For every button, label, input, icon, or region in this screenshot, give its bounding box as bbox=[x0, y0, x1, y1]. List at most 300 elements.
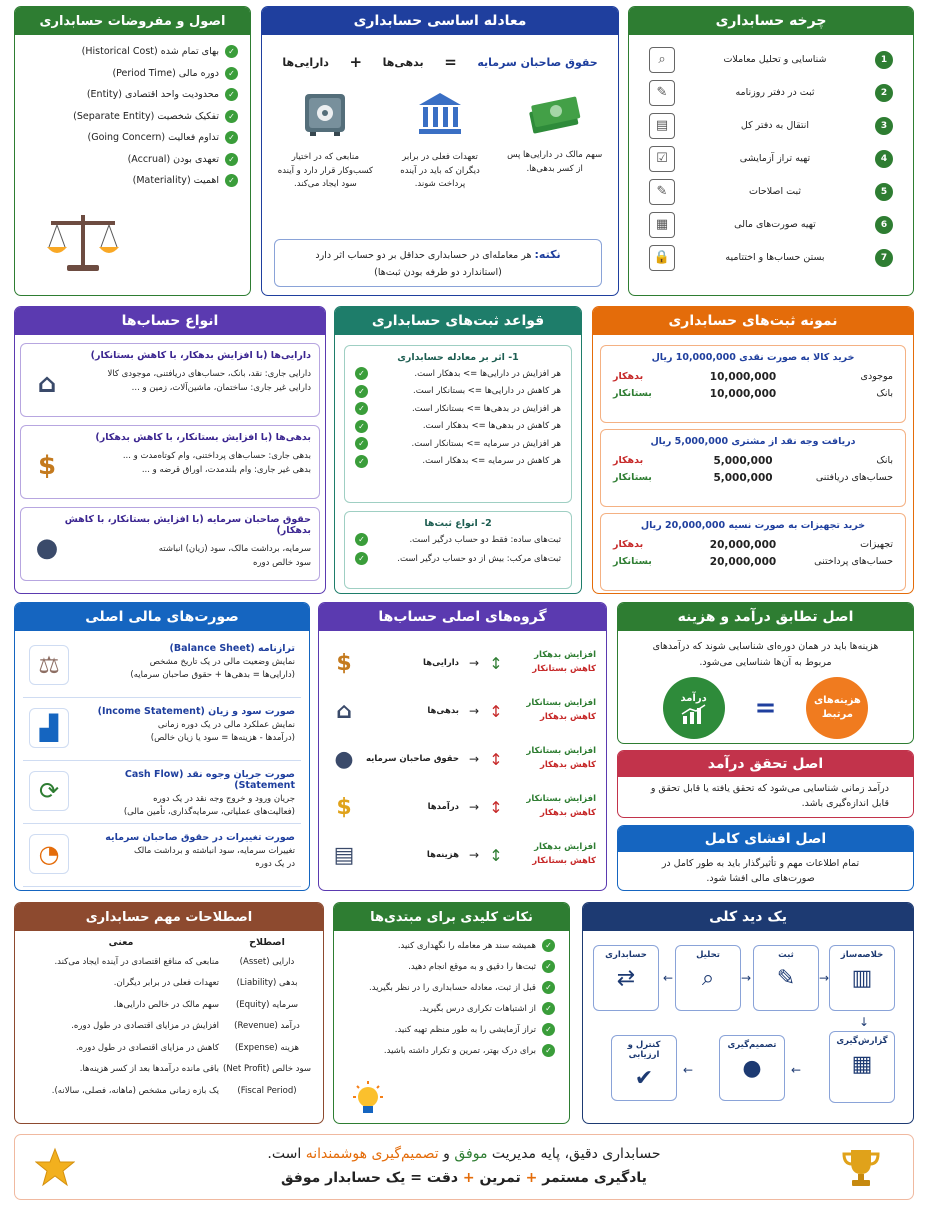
tip-item bbox=[344, 1002, 555, 1015]
cycle-step-label: بستن حساب‌ها و اختتامیه bbox=[725, 252, 825, 263]
principles-panel bbox=[14, 6, 251, 296]
check-icon: ✓ bbox=[225, 131, 238, 144]
pie-chart-icon: ◔ bbox=[29, 834, 69, 874]
flow-arrow-icon: → bbox=[741, 971, 752, 985]
pen-icon: ✎ bbox=[649, 179, 675, 205]
arrow-icon: → bbox=[468, 752, 480, 766]
entry-type-text: ثبت‌های ساده: فقط دو حساب درگیر است. bbox=[409, 534, 561, 545]
tips-title: نکات کلیدی برای مبتدی‌ها bbox=[334, 903, 569, 931]
money-stack-icon bbox=[527, 89, 583, 137]
term-row bbox=[23, 1081, 315, 1103]
overview-panel bbox=[582, 902, 914, 1124]
equation-liabilities: بدهی‌ها bbox=[382, 55, 424, 69]
term-row bbox=[23, 1060, 315, 1082]
note-text: هر معامله‌ای در حسابداری حداقل بر دو حساب اثر دارد bbox=[315, 250, 532, 261]
cash-cycle-icon: ⟳ bbox=[29, 771, 69, 811]
overview-step bbox=[829, 1031, 895, 1103]
rule-item bbox=[355, 367, 561, 380]
statement-heading: صورت جریان وجوه نقد (Cash Flow Statement) bbox=[124, 769, 295, 791]
amount: 10,000,000 bbox=[709, 388, 777, 400]
star-icon bbox=[35, 1147, 75, 1187]
overview-title: یک دید کلی bbox=[583, 903, 913, 931]
rule-text: هر کاهش در بدهی‌ها => بدهکار است. bbox=[422, 421, 561, 431]
check-icon: ✓ bbox=[355, 455, 368, 468]
overview-step bbox=[829, 945, 895, 1011]
person-icon: ● bbox=[35, 533, 59, 563]
cycle-step-number: 1 bbox=[875, 51, 893, 69]
account-group-effects bbox=[503, 649, 596, 676]
rule-item bbox=[355, 437, 561, 450]
statement-heading: ترازنامه (Balance Sheet) bbox=[169, 643, 295, 654]
arrow-icon: → bbox=[468, 800, 480, 814]
amount: 20,000,000 bbox=[709, 556, 777, 568]
cycle-step-label: ثبت اصلاحات bbox=[749, 186, 801, 197]
overview-step bbox=[593, 945, 659, 1011]
decrease-effect: کاهش بستانکار bbox=[532, 664, 596, 674]
amount: 20,000,000 bbox=[709, 539, 777, 551]
principle-label: اهمیت (Materiality) bbox=[132, 175, 219, 186]
money-bag-icon: $ bbox=[37, 451, 57, 481]
up-down-arrow-icon: ↕ bbox=[489, 749, 503, 769]
statement-line-1: جریان ورود و خروج وجه نقد در یک دوره bbox=[153, 794, 295, 804]
overview-step-label: خلاصه‌ساز bbox=[840, 950, 884, 960]
terms-header-term: اصطلاح bbox=[249, 937, 285, 948]
tip-text: ثبت‌ها را دقیق و به موقع انجام دهید. bbox=[408, 961, 536, 972]
entry-type-text: ثبت‌های مرکب: بیش از دو حساب درگیر است. bbox=[397, 553, 561, 564]
tip-text: برای درک بهتر، تمرین و تکرار داشته باشید. bbox=[383, 1045, 536, 1056]
arrow-icon: → bbox=[468, 704, 480, 718]
equation-note bbox=[274, 239, 602, 287]
account-type-heading: دارایی‌ها (با افزایش بدهکار، با کاهش بستانکار) bbox=[90, 350, 311, 361]
lock-icon: 🔒 bbox=[649, 245, 675, 271]
overview-step-label: کنترل و ارزیابی bbox=[627, 1040, 661, 1060]
overview-step-label: تحلیل bbox=[696, 950, 720, 960]
journal-entry-title: دریافت وجه نقد از مشتری 5,000,000 ریال bbox=[650, 436, 856, 447]
cycle-step-label: تهیه تراز آزمایشی bbox=[739, 153, 811, 164]
disclosure-text: تمام اطلاعات مهم و تأثیرگذار باید به طور کامل در صورت‌های مالی افشا شود. bbox=[661, 858, 860, 885]
check-icon: ✓ bbox=[542, 1002, 555, 1015]
principle-item bbox=[27, 131, 238, 144]
credit-label: بستانکار bbox=[613, 472, 652, 483]
account-type-card bbox=[20, 343, 320, 417]
footer-line-1: حسابداری دقیق، پایه مدیریت موفق و تصمیم‌گیری هوشمندانه است. bbox=[267, 1146, 661, 1162]
account-group-effects bbox=[503, 793, 596, 820]
increase-effect: افزایش بستانکار bbox=[526, 794, 596, 805]
amount: 5,000,000 bbox=[713, 455, 773, 467]
flow-arrow-icon: ↓ bbox=[859, 1015, 870, 1029]
balance-scale-icon: ⚖ bbox=[29, 645, 69, 685]
check-icon: ✓ bbox=[355, 385, 368, 398]
term-meaning: افزایش در مزایای اقتصادی در طول دوره. bbox=[71, 1021, 219, 1032]
rule-text: هر کاهش در دارایی‌ها => بستانکار است. bbox=[413, 386, 561, 396]
term-meaning: یک بازه زمانی مشخص (ماهانه، فصلی، سالانه). bbox=[51, 1085, 219, 1096]
account-type-heading: حقوق صاحبان سرمایه (با افزایش بستانکار، با کاهش بدهکار) bbox=[64, 514, 311, 536]
account-type-card bbox=[20, 425, 320, 499]
bar-chart-icon: ▟ bbox=[29, 708, 69, 748]
journal-entry-line bbox=[613, 371, 893, 383]
tip-item bbox=[344, 981, 555, 994]
increase-effect: افزایش بدهکار bbox=[534, 842, 596, 853]
check-icon: ✓ bbox=[225, 88, 238, 101]
debit-label: بدهکار bbox=[613, 371, 644, 382]
principle-item bbox=[27, 153, 238, 166]
matching-panel bbox=[617, 602, 914, 744]
increase-effect: افزایش بستانکار bbox=[526, 746, 596, 757]
journal-entry-line bbox=[613, 388, 893, 400]
terms-header-meaning: معنی bbox=[108, 937, 134, 948]
account-type-line-1: سرمایه، برداشت مالک، سود (زیان) انباشته bbox=[158, 544, 311, 554]
principle-item bbox=[27, 45, 238, 58]
equation-panel bbox=[261, 6, 619, 296]
person-icon: ● bbox=[334, 746, 354, 772]
statements-title: صورت‌های مالی اصلی bbox=[15, 603, 309, 631]
account-type-line-1: بدهی جاری: حساب‌های پرداختنی، وام کوتاه‌مدت و ... bbox=[122, 451, 311, 461]
account-name: تجهیزات bbox=[860, 539, 893, 550]
liabilities-desc: تعهدات فعلی در برابر دیگران که باید در آینده پرداخت شوند. bbox=[400, 152, 480, 190]
statement-line-1: تغییرات سرمایه، سود انباشته و برداشت مالک bbox=[133, 846, 295, 856]
statement-item bbox=[23, 824, 301, 887]
account-group-name: هزینه‌ها bbox=[426, 850, 459, 860]
arrow-icon: → bbox=[468, 848, 480, 862]
related-expenses-badge: هزینه‌های مرتبط bbox=[806, 677, 868, 739]
overview-step bbox=[611, 1035, 677, 1101]
terms-title: اصطلاحات مهم حسابداری bbox=[15, 903, 323, 931]
check-icon: ✓ bbox=[225, 153, 238, 166]
cycle-step-number: 3 bbox=[875, 117, 893, 135]
statement-item bbox=[23, 761, 301, 824]
increase-effect: افزایش بستانکار bbox=[526, 698, 596, 709]
flow-arrow-icon: ← bbox=[683, 1063, 694, 1077]
term-meaning: منابعی که منافع اقتصادی در آینده ایجاد می‌کند. bbox=[54, 956, 219, 967]
binders-icon: ▥ bbox=[851, 966, 873, 991]
samples-title: نمونه ثبت‌های حسابداری bbox=[593, 307, 913, 335]
bank-icon bbox=[415, 89, 465, 139]
overview-step bbox=[675, 945, 741, 1011]
rules-panel bbox=[334, 306, 582, 594]
safe-icon bbox=[300, 89, 350, 139]
lightbulb-icon bbox=[348, 1079, 388, 1123]
up-down-arrow-icon: ↕ bbox=[489, 701, 503, 721]
types-panel bbox=[14, 306, 326, 594]
up-down-arrow-icon: ↕ bbox=[489, 653, 503, 673]
term-row bbox=[23, 1038, 315, 1060]
statement-item bbox=[23, 635, 301, 698]
principle-label: دوره مالی (Period Time) bbox=[112, 67, 219, 79]
overview-step bbox=[719, 1035, 785, 1101]
rule-item bbox=[355, 455, 561, 468]
amount: 10,000,000 bbox=[709, 371, 777, 383]
term-name: درآمد (Revenue) bbox=[234, 1021, 300, 1032]
check-icon: ✓ bbox=[225, 110, 238, 123]
magnifier-icon: ⌕ bbox=[701, 966, 715, 991]
principle-item bbox=[27, 110, 238, 123]
samples-panel bbox=[592, 306, 914, 594]
tip-item bbox=[344, 939, 555, 952]
principle-label: تعهدی بودن (Accrual) bbox=[127, 153, 219, 165]
report-chart-icon: ▦ bbox=[649, 212, 675, 238]
cycle-step-number: 7 bbox=[875, 249, 893, 267]
realization-panel bbox=[617, 750, 914, 818]
journal-entry-card bbox=[600, 345, 906, 423]
cycle-step bbox=[649, 109, 893, 142]
arrow-icon: → bbox=[468, 656, 480, 670]
journal-entry-line bbox=[613, 556, 893, 568]
account-group-name: دارایی‌ها bbox=[423, 658, 459, 668]
statement-line-1: نمایش وضعیت مالی در یک تاریخ مشخص bbox=[149, 657, 295, 667]
realization-title: اصل تحقق درآمد bbox=[618, 751, 913, 777]
rules-title: قواعد ثبت‌های حسابداری bbox=[335, 307, 581, 335]
term-row bbox=[23, 1017, 315, 1039]
document-pen-icon: ✎ bbox=[776, 966, 796, 991]
account-type-heading: بدهی‌ها (با افزایش بستانکار، با کاهش بدهکار) bbox=[95, 432, 311, 443]
overview-step bbox=[753, 945, 819, 1011]
bank-icon: ⌂ bbox=[336, 698, 352, 724]
statement-line-1: نمایش عملکرد مالی در یک دوره زمانی bbox=[157, 720, 295, 730]
shield-check-icon: ✔ bbox=[634, 1066, 654, 1091]
search-icon: ⌕ bbox=[649, 47, 675, 73]
term-meaning: کاهش در مزایای اقتصادی در طول دوره. bbox=[75, 1042, 219, 1053]
check-icon: ✓ bbox=[355, 552, 368, 565]
overview-step-label: گزارش‌گیری bbox=[836, 1036, 888, 1046]
note-label: نکته: bbox=[534, 248, 561, 261]
account-group-row bbox=[329, 735, 596, 783]
term-row bbox=[23, 952, 315, 974]
check-icon: ✓ bbox=[225, 174, 238, 187]
principle-label: محدودیت واحد اقتصادی (Entity) bbox=[86, 89, 219, 100]
cycle-step-label: شناسایی و تحلیل معاملات bbox=[723, 54, 827, 65]
matching-equals: = bbox=[754, 693, 777, 724]
ledger-folder-icon: ▤ bbox=[649, 113, 675, 139]
check-icon: ✓ bbox=[542, 1044, 555, 1057]
exchange-arrows-icon: ⇄ bbox=[616, 966, 636, 991]
account-name: موجودی bbox=[860, 371, 893, 382]
credit-label: بستانکار bbox=[613, 388, 652, 399]
decrease-effect: کاهش بدهکار bbox=[539, 808, 596, 818]
footer-panel bbox=[14, 1134, 914, 1200]
terms-panel bbox=[14, 902, 324, 1124]
rule-text: هر افزایش در بدهی‌ها => بستانکار است. bbox=[411, 403, 561, 414]
up-down-arrow-icon: ↕ bbox=[489, 797, 503, 817]
journal-entry-card bbox=[600, 429, 906, 507]
revenue-badge bbox=[663, 677, 725, 739]
cycle-step bbox=[649, 175, 893, 208]
rules-section-1-title: 1- اثر بر معادله حسابداری bbox=[397, 352, 519, 363]
rule-text: هر افزایش در دارایی‌ها => بدهکار است. bbox=[414, 368, 561, 379]
cycle-step bbox=[649, 43, 893, 76]
groups-panel bbox=[318, 602, 607, 891]
cycle-step bbox=[649, 208, 893, 241]
journal-entry-line bbox=[613, 539, 893, 551]
money-bag-icon: $ bbox=[336, 650, 352, 676]
rule-text: هر افزایش در سرمایه => بستانکار است. bbox=[411, 438, 561, 449]
check-icon: ✓ bbox=[355, 367, 368, 380]
rules-section-1 bbox=[344, 345, 572, 503]
realization-text: درآمد زمانی شناسایی می‌شود که تحقق یافته یا قابل تحقق و قابل اندازه‌گیری باشد. bbox=[650, 783, 889, 810]
person-icon: ● bbox=[742, 1056, 762, 1081]
checklist-icon: ☑ bbox=[649, 146, 675, 172]
overview-step-label: تصمیم‌گیری bbox=[727, 1040, 777, 1050]
statement-heading: صورت سود و زیان (Income Statement) bbox=[97, 706, 295, 717]
tip-text: قبل از ثبت، معادله حسابداری را در نظر بگیرید. bbox=[369, 982, 536, 993]
check-icon: ✓ bbox=[355, 420, 368, 433]
debit-label: بدهکار bbox=[613, 455, 644, 466]
trophy-icon bbox=[839, 1146, 883, 1190]
cycle-panel bbox=[628, 6, 914, 296]
flow-arrow-icon: ← bbox=[791, 1063, 802, 1077]
rule-item bbox=[355, 402, 561, 415]
term-name: سود خالص (Net Profit) bbox=[223, 1064, 311, 1075]
account-name: حساب‌های پرداختنی bbox=[814, 556, 893, 567]
cycle-step-number: 5 bbox=[875, 183, 893, 201]
cycle-title: چرخه حسابداری bbox=[629, 7, 913, 35]
entry-type-item bbox=[355, 533, 561, 546]
tip-item bbox=[344, 1044, 555, 1057]
principles-title: اصول و مفروضات حسابداری bbox=[15, 7, 250, 35]
equation-equity: حقوق صاحبان سرمایه bbox=[477, 55, 598, 69]
account-type-line-2: بدهی غیر جاری: وام بلندمدت، اوراق قرضه و ... bbox=[141, 465, 311, 476]
statements-panel bbox=[14, 602, 310, 891]
overview-step-label: حسابداری bbox=[605, 950, 647, 960]
scales-icon bbox=[43, 207, 123, 277]
account-group-row bbox=[329, 783, 596, 831]
tip-item bbox=[344, 1023, 555, 1036]
equation-title: معادله اساسی حسابداری bbox=[262, 7, 618, 35]
cycle-step-label: ثبت در دفتر روزنامه bbox=[735, 87, 815, 98]
tip-item bbox=[344, 960, 555, 973]
term-name: سرمایه (Equity) bbox=[235, 999, 299, 1010]
types-title: انواع حساب‌ها bbox=[15, 307, 325, 335]
statement-line-2: (دارایی‌ها = بدهی‌ها + حقوق صاحبان سرمایه) bbox=[130, 670, 295, 680]
account-group-name: حقوق صاحبان سرمایه bbox=[366, 754, 459, 764]
equation-plus: + bbox=[349, 53, 363, 71]
term-name: بدهی (Liability) bbox=[236, 978, 298, 989]
flow-arrow-icon: ← bbox=[663, 971, 674, 985]
account-name: بانک bbox=[876, 455, 893, 466]
journal-entry-title: خرید تجهیزات به صورت نسیه 20,000,000 ریال bbox=[640, 520, 866, 531]
principle-item bbox=[27, 88, 238, 101]
increase-effect: افزایش بدهکار bbox=[534, 650, 596, 661]
account-group-name: بدهی‌ها bbox=[427, 706, 459, 716]
account-group-row bbox=[329, 687, 596, 735]
document-pen-icon: ✎ bbox=[649, 80, 675, 106]
tips-panel bbox=[333, 902, 570, 1124]
account-group-row bbox=[329, 639, 596, 687]
cycle-step-number: 4 bbox=[875, 150, 893, 168]
decrease-effect: کاهش بستانکار bbox=[532, 856, 596, 866]
term-row bbox=[23, 995, 315, 1017]
check-icon: ✓ bbox=[225, 45, 238, 58]
statement-line-2: (درآمدها - هزینه‌ها = سود یا زیان خالص) bbox=[150, 733, 295, 743]
check-icon: ✓ bbox=[355, 402, 368, 415]
groups-title: گروه‌های اصلی حساب‌ها bbox=[319, 603, 606, 631]
check-icon: ✓ bbox=[355, 533, 368, 546]
account-group-effects bbox=[503, 745, 596, 772]
amount: 5,000,000 bbox=[713, 472, 773, 484]
entry-type-item bbox=[355, 552, 561, 565]
disclosure-panel bbox=[617, 825, 914, 891]
account-group-row bbox=[329, 831, 596, 879]
account-type-line-2: دارایی غیر جاری: ساختمان، ماشین‌آلات، زمین و ... bbox=[131, 383, 311, 394]
principle-label: بهای تمام شده (Historical Cost) bbox=[81, 46, 219, 57]
check-icon: ✓ bbox=[542, 939, 555, 952]
tip-text: از اشتباهات تکراری درس بگیرید. bbox=[419, 1003, 536, 1014]
check-icon: ✓ bbox=[542, 960, 555, 973]
equity-desc: سهم مالک در دارایی‌ها پس از کسر بدهی‌ها. bbox=[507, 150, 603, 174]
debit-label: بدهکار bbox=[613, 539, 644, 550]
cycle-step-label: تهیه صورت‌های مالی bbox=[734, 219, 816, 230]
decrease-effect: کاهش بدهکار bbox=[539, 712, 596, 722]
statement-line-2: در یک دوره bbox=[255, 859, 295, 869]
account-name: بانک bbox=[876, 388, 893, 399]
flow-arrow-icon: → bbox=[819, 971, 830, 985]
account-group-effects bbox=[503, 697, 596, 724]
journal-entry-card bbox=[600, 513, 906, 591]
tip-text: همیشه سند هر معامله را نگهداری کنید. bbox=[397, 940, 536, 951]
check-icon: ✓ bbox=[225, 67, 238, 80]
cycle-step-label: انتقال به دفتر کل bbox=[740, 120, 810, 131]
term-name: (Fiscal Period) bbox=[237, 1085, 297, 1096]
revenue-bag-icon: $ bbox=[336, 794, 352, 820]
cycle-step-number: 2 bbox=[875, 84, 893, 102]
note-text-2: (استاندارد دو طرفه بودن ثبت‌ها) bbox=[374, 266, 502, 278]
principle-label: تفکیک شخصیت (Separate Entity) bbox=[73, 110, 219, 122]
check-icon: ✓ bbox=[355, 437, 368, 450]
tip-text: تراز آزمایشی را به طور منظم تهیه کنید. bbox=[394, 1024, 536, 1035]
rule-item bbox=[355, 420, 561, 433]
principle-item bbox=[27, 174, 238, 187]
check-icon: ✓ bbox=[542, 1023, 555, 1036]
account-group-name: درآمدها bbox=[427, 802, 459, 812]
cycle-step bbox=[649, 241, 893, 274]
account-name: حساب‌های دریافتنی bbox=[815, 472, 893, 483]
matching-title: اصل تطابق درآمد و هزینه bbox=[618, 603, 913, 631]
matching-text: هزینه‌ها باید در همان دوره‌ای شناسایی شوند که درآمدهای مربوط به آن‌ها شناسایی می‌شود. bbox=[652, 641, 879, 669]
cycle-step bbox=[649, 142, 893, 175]
equation-equals: = bbox=[444, 53, 457, 71]
cycle-step-number: 6 bbox=[875, 216, 893, 234]
rules-section-2 bbox=[344, 511, 572, 589]
principle-label: تداوم فعالیت (Going Concern) bbox=[87, 132, 219, 143]
term-row bbox=[23, 974, 315, 996]
term-meaning: باقی مانده درآمدها بعد از کسر هزینه‌ها. bbox=[79, 1064, 219, 1075]
term-name: هزینه (Expense) bbox=[234, 1042, 300, 1053]
report-chart-icon: ▦ bbox=[851, 1052, 873, 1077]
rules-section-2-title: 2- انواع ثبت‌ها bbox=[424, 518, 492, 529]
overview-step-label: ثبت bbox=[778, 950, 794, 960]
growth-chart-icon bbox=[681, 704, 707, 724]
assets-desc: منابعی که در اختیار کسب‌وکار قرار دارد و آینده سود ایجاد می‌کند. bbox=[277, 152, 373, 190]
account-type-line-2: سود خالص دوره bbox=[253, 558, 311, 569]
account-group-effects bbox=[503, 841, 596, 868]
disclosure-title: اصل افشای کامل bbox=[618, 826, 913, 852]
equation-assets: دارایی‌ها bbox=[282, 55, 329, 69]
decrease-effect: کاهش بدهکار bbox=[539, 760, 596, 770]
term-meaning: تعهدات فعلی در برابر دیگران. bbox=[113, 978, 219, 989]
statement-heading: صورت تغییرات در حقوق صاحبان سرمایه bbox=[105, 832, 295, 843]
statement-item bbox=[23, 698, 301, 761]
credit-label: بستانکار bbox=[613, 556, 652, 567]
account-type-card bbox=[20, 507, 320, 581]
journal-entry-line bbox=[613, 472, 893, 484]
invoice-icon: ▤ bbox=[333, 842, 355, 868]
check-icon: ✓ bbox=[542, 981, 555, 994]
journal-entry-title: خرید کالا به صورت نقدی 10,000,000 ریال bbox=[651, 352, 855, 363]
term-name: دارایی (Asset) bbox=[239, 956, 295, 967]
principle-item bbox=[27, 67, 238, 80]
cycle-step bbox=[649, 76, 893, 109]
account-type-line-1: دارایی جاری: نقد، بانک، حساب‌های دریافتنی، موجودی کالا bbox=[107, 369, 311, 379]
rule-item bbox=[355, 385, 561, 398]
